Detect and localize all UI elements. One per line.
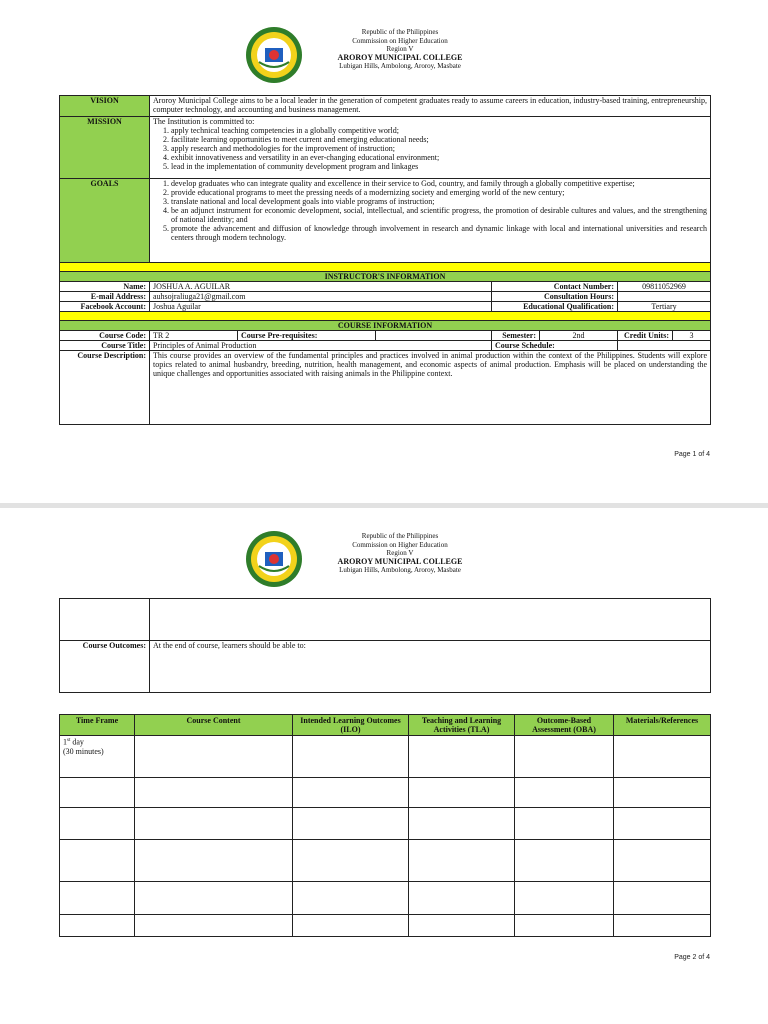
vision-row: [60, 96, 711, 117]
name-value: JOSHUA A. AGUILAR: [150, 282, 492, 292]
course-section-title: COURSE INFORMATION: [60, 321, 711, 331]
consultation-value: [618, 292, 711, 302]
course-outcomes-text: At the end of course, learners should be able to:: [150, 641, 711, 693]
letterhead: [245, 26, 545, 86]
facebook-value: Joshua Aguilar: [150, 302, 492, 312]
col-time-frame: Time Frame: [60, 715, 135, 736]
table-row: [60, 778, 711, 808]
outcomes-blank-row: [60, 599, 711, 641]
yellow-separator-2: [60, 312, 711, 321]
goals-content: [150, 179, 711, 263]
contact-value: 09811052969: [618, 282, 711, 292]
qualification-value: Tertiary: [618, 302, 711, 312]
course-row-code: [60, 331, 711, 341]
col-tla: Teaching and Learning Activities (TLA): [409, 715, 515, 736]
table-row: [60, 840, 711, 882]
mission-list: [153, 126, 707, 171]
schedule-value: [618, 341, 711, 351]
mission-item: 2. facilitate learning opportunities to meet current and emerging educational needs;: [171, 135, 707, 144]
consultation-label: Consultation Hours:: [492, 292, 618, 302]
letterhead-text: [300, 532, 500, 575]
course-code-value: TR 2: [150, 331, 238, 341]
course-code-label: Course Code:: [60, 331, 150, 341]
goals-list: [153, 179, 707, 242]
time-frame-cell: 1st day (30 minutes): [60, 736, 135, 778]
goal-item: 2. provide educational programs to meet the pressing needs of a modernizing society and emerging world of the new century;: [171, 188, 707, 197]
vision-text: Aroroy Municipal College aims to be a local leader in the generation of competent graduates ready to assume careers in education, industry-based training, entrepreneurship, computer technology, and accounting and business management.: [150, 96, 711, 117]
college-address: Lubigan Hills, Ambolong, Aroroy, Masbate: [339, 566, 461, 575]
facebook-label: Facebook Account:: [60, 302, 150, 312]
mission-item: 4. exhibit innovativeness and versatility in an ever-changing educational environment;: [171, 153, 707, 162]
semester-value: 2nd: [540, 331, 618, 341]
table-row: [60, 736, 711, 778]
course-outcomes-label: Course Outcomes:: [60, 641, 150, 693]
goals-row: [60, 179, 711, 263]
college-seal-logo: [245, 530, 303, 588]
yellow-separator-1: [60, 263, 711, 272]
page-1: [0, 0, 768, 503]
table-row: [60, 882, 711, 915]
course-description-label: Course Description:: [60, 351, 150, 425]
col-ilo: Intended Learning Outcomes (ILO): [293, 715, 409, 736]
letterhead-text: [300, 28, 500, 71]
mission-label: MISSION: [60, 117, 150, 179]
col-course-content: Course Content: [135, 715, 293, 736]
college-seal-logo: [245, 26, 303, 84]
email-label: E-mail Address:: [60, 292, 150, 302]
learning-plan-table: [59, 714, 711, 937]
credit-units-label: Credit Units:: [618, 331, 673, 341]
schedule-label: Course Schedule:: [492, 341, 618, 351]
commission-line: Commission on Higher Education: [352, 540, 448, 549]
name-label: Name:: [60, 282, 150, 292]
page-number: Page 2 of 4: [674, 954, 710, 961]
mission-item: 1. apply technical teaching competencies in a globally competitive world;: [171, 126, 707, 135]
mission-content: [150, 117, 711, 179]
semester-label: Semester:: [492, 331, 540, 341]
syllabus-info-table: [59, 95, 711, 425]
mission-item: 3. apply research and methodologies for the improvement of instruction;: [171, 144, 707, 153]
course-section-header: [60, 321, 711, 331]
credit-units-value: 3: [673, 331, 711, 341]
college-address: Lubigan Hills, Ambolong, Aroroy, Masbate: [339, 62, 461, 71]
table-row: [60, 915, 711, 937]
goal-item: 4. be an adjunct instrument for economic development, social, intellectual, and scientific progress, the promotion of desirable cultures and values, and the strengthening of national identity; and: [171, 206, 707, 224]
email-value: auhsojraliuga21@gmail.com: [150, 292, 492, 302]
col-materials: Materials/References: [614, 715, 711, 736]
prereq-label: Course Pre-requisites:: [238, 331, 376, 341]
instructor-section-title: INSTRUCTOR'S INFORMATION: [60, 272, 711, 282]
table-row: [60, 808, 711, 840]
mission-row: [60, 117, 711, 179]
letterhead: [245, 530, 545, 590]
course-title-label: Course Title:: [60, 341, 150, 351]
goal-item: 3. translate national and local development goals into viable programs of instruction;: [171, 197, 707, 206]
course-row-description: [60, 351, 711, 425]
outcomes-row: [60, 641, 711, 693]
course-row-title: [60, 341, 711, 351]
prereq-value: [376, 331, 492, 341]
page-2: [0, 508, 768, 1024]
goal-item: 1. develop graduates who can integrate quality and excellence in their service to God, country, and family through a globally competitive expertise;: [171, 179, 707, 188]
commission-line: Commission on Higher Education: [352, 36, 448, 45]
qualification-label: Educational Qualification:: [492, 302, 618, 312]
mission-item: 5. lead in the implementation of community development program and linkages: [171, 162, 707, 171]
instructor-row-name: [60, 282, 711, 292]
region-line: Region V: [386, 549, 414, 558]
course-title-value: Principles of Animal Production: [150, 341, 492, 351]
instructor-row-email: [60, 292, 711, 302]
plan-header-row: [60, 715, 711, 736]
region-line: Region V: [386, 45, 414, 54]
instructor-row-facebook: [60, 302, 711, 312]
page-number: Page 1 of 4: [674, 451, 710, 458]
mission-intro: The Institution is committed to:: [153, 117, 255, 126]
vision-label: VISION: [60, 96, 150, 117]
goal-item: 5. promote the advancement and diffusion of knowledge through involvement in research and dynamic linkage with local and international universities and research centers through modern technology.: [171, 224, 707, 242]
contact-label: Contact Number:: [492, 282, 618, 292]
course-outcomes-table: [59, 598, 711, 693]
course-description-value: This course provides an overview of the fundamental principles and practices involved in animal production within the context of the Philippines. Students will explore topics related to animal husbandry, breeding, nutrition, health management, and economic aspects of animal production. Emphasis will be placed on understanding the unique challenges and opportunities associated with raising animals in the Philippine context.: [150, 351, 711, 425]
college-name: AROROY MUNICIPAL COLLEGE: [337, 556, 463, 566]
col-oba: Outcome-Based Assessment (OBA): [515, 715, 614, 736]
goals-label: GOALS: [60, 179, 150, 263]
college-name: AROROY MUNICIPAL COLLEGE: [337, 52, 463, 62]
republic-line: Republic of the Philippines: [361, 532, 439, 540]
instructor-section-header: [60, 272, 711, 282]
republic-line: Republic of the Philippines: [361, 28, 439, 36]
